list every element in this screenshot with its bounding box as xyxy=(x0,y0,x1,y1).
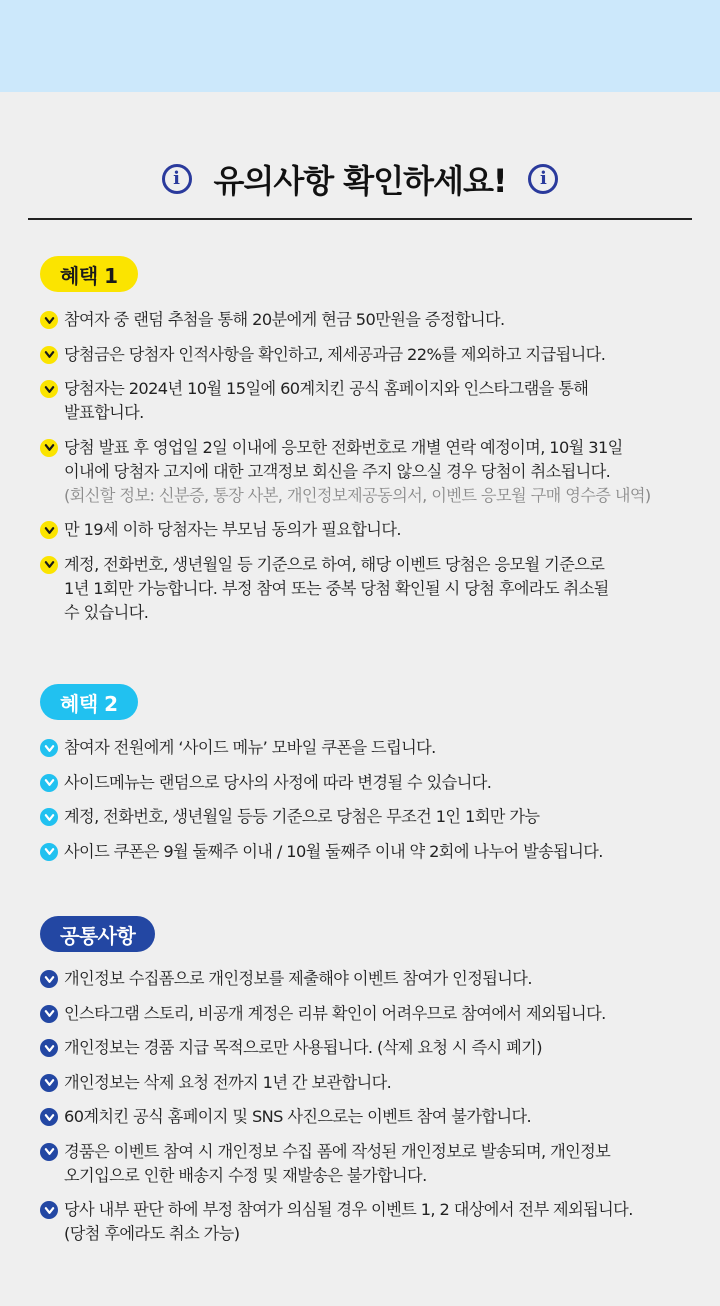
check-chevron-icon xyxy=(40,346,58,364)
benefit1-list-item xyxy=(40,518,690,542)
benefit2-list-item xyxy=(40,840,690,864)
check-chevron-icon xyxy=(40,1074,58,1092)
list-item-body xyxy=(64,1002,690,1026)
common-list-item xyxy=(40,1002,690,1026)
check-chevron-icon xyxy=(40,774,58,792)
list-item-body xyxy=(64,553,690,625)
list-item-text: 참여자 중 랜덤 추첨을 통해 20분에게 현금 50만원을 증정합니다. xyxy=(64,310,505,329)
check-chevron-icon xyxy=(40,1143,58,1161)
check-chevron-icon xyxy=(40,1201,58,1219)
common-list-item xyxy=(40,1105,690,1129)
list-item-text: 계정, 전화번호, 생년월일 등 기준으로 하여, 해당 이벤트 당첨은 응모월 기준으로 1년 1회만 가능합니다. 부정 참여 또는 중복 당첨 확인될 시 당첨 후에라도 취소될 수 있습니다. xyxy=(64,554,609,622)
list-item-text: 개인정보는 경품 지급 목적으로만 사용됩니다. (삭제 요청 시 즉시 폐기) xyxy=(64,1038,542,1057)
benefit2-list xyxy=(40,736,690,874)
list-item-text: 개인정보는 삭제 요청 전까지 1년 간 보관합니다. xyxy=(64,1072,392,1092)
check-chevron-icon xyxy=(40,439,58,457)
list-item-text: 당사 내부 판단 하에 부정 참여가 의심될 경우 이벤트 1, 2 대상에서 전부 제외됩니다. (당첨 후에라도 취소 가능) xyxy=(64,1200,633,1243)
benefit2-list-item xyxy=(40,736,690,760)
list-item-body xyxy=(64,967,690,991)
list-item-body xyxy=(64,771,690,795)
top-banner-band xyxy=(0,0,720,92)
list-item-text: 사이드 쿠폰은 9월 둘째주 이내 / 10월 둘째주 이내 약 2회에 나누어 발송됩니다. xyxy=(64,841,603,861)
list-item-body xyxy=(64,308,690,332)
common-list xyxy=(40,967,690,1257)
list-item-text: 당첨금은 당첨자 인적사항을 확인하고, 제세공과금 22%를 제외하고 지급됩니다. xyxy=(64,344,606,364)
benefit1-list-item xyxy=(40,343,690,367)
check-chevron-icon xyxy=(40,808,58,826)
benefit1-list-item xyxy=(40,308,690,332)
list-item-body xyxy=(64,1105,690,1129)
list-item-text: 당첨 발표 후 영업일 2일 이내에 응모한 전화번호로 개별 연락 예정이며, 10월 31일 이내에 당첨자 고지에 대한 고객정보 회신을 주지 않으실 경우 당첨이 취소됩니다. xyxy=(64,437,623,481)
benefit1-list-item xyxy=(40,436,690,508)
check-chevron-icon xyxy=(40,1005,58,1023)
list-item-text: 참여자 전원에게 ‘사이드 메뉴’ 모바일 쿠폰을 드립니다. xyxy=(64,738,436,757)
common-list-item xyxy=(40,967,690,991)
benefit2-list-item xyxy=(40,771,690,795)
common-list-item xyxy=(40,1198,690,1246)
common-badge xyxy=(40,916,155,952)
benefit2-list-item xyxy=(40,805,690,829)
list-item-text: 만 19세 이하 당첨자는 부모님 동의가 필요합니다. xyxy=(64,520,401,539)
benefit1-label: 혜택 1 xyxy=(60,263,118,288)
check-chevron-icon xyxy=(40,311,58,329)
common-list-item xyxy=(40,1071,690,1095)
list-item-body xyxy=(64,736,690,760)
common-label: 공통사항 xyxy=(60,923,136,948)
list-item-body xyxy=(64,840,690,864)
check-chevron-icon xyxy=(40,521,58,539)
list-item-text: 인스타그램 스토리, 비공개 계정은 리뷰 확인이 어려우므로 참여에서 제외됩니다. xyxy=(64,1003,606,1023)
title-divider xyxy=(28,218,692,220)
list-item-text: 계정, 전화번호, 생년월일 등등 기준으로 당첨은 무조건 1인 1회만 가능 xyxy=(64,807,540,826)
list-item-body xyxy=(64,518,690,542)
benefit2-badge xyxy=(40,684,138,720)
list-item-body xyxy=(64,377,690,425)
list-item-body xyxy=(64,1071,690,1095)
check-chevron-icon xyxy=(40,739,58,757)
list-item-body xyxy=(64,1036,690,1060)
info-icon: i xyxy=(528,164,558,194)
check-chevron-icon xyxy=(40,1108,58,1126)
list-item-text: 사이드메뉴는 랜덤으로 당사의 사정에 따라 변경될 수 있습니다. xyxy=(64,772,492,792)
common-list-item xyxy=(40,1036,690,1060)
list-item-text: 당첨자는 2024년 10월 15일에 60계치킨 공식 홈페이지와 인스타그램을 통해 발표합니다. xyxy=(64,379,589,422)
list-item-body xyxy=(64,805,690,829)
info-icon: i xyxy=(162,164,192,194)
check-chevron-icon xyxy=(40,556,58,574)
benefit1-list-item xyxy=(40,553,690,625)
notice-title-row xyxy=(0,156,720,202)
list-item-body xyxy=(64,1140,690,1188)
page-title: 유의사항 확인하세요! xyxy=(213,162,507,200)
check-chevron-icon xyxy=(40,1039,58,1057)
list-item-body xyxy=(64,1198,690,1246)
check-chevron-icon xyxy=(40,380,58,398)
check-chevron-icon xyxy=(40,843,58,861)
list-item-body xyxy=(64,343,690,367)
list-item-note: (회신할 정보: 신분증, 통장 사본, 개인정보제공동의서, 이벤트 응모월 구매 영수증 내역) xyxy=(64,485,651,505)
list-item-text: 60계치킨 공식 홈페이지 및 SNS 사진으로는 이벤트 참여 불가합니다. xyxy=(64,1107,532,1126)
benefit1-list xyxy=(40,308,690,635)
list-item-body xyxy=(64,436,690,508)
benefit1-badge xyxy=(40,256,138,292)
check-chevron-icon xyxy=(40,970,58,988)
common-list-item xyxy=(40,1140,690,1188)
benefit1-list-item xyxy=(40,377,690,425)
list-item-text: 개인정보 수집폼으로 개인정보를 제출해야 이벤트 참여가 인정됩니다. xyxy=(64,969,532,988)
list-item-text: 경품은 이벤트 참여 시 개인정보 수집 폼에 작성된 개인정보로 발송되며, 개인정보 오기입으로 인한 배송지 수정 및 재발송은 불가합니다. xyxy=(64,1141,611,1185)
benefit2-label: 혜택 2 xyxy=(60,691,118,716)
